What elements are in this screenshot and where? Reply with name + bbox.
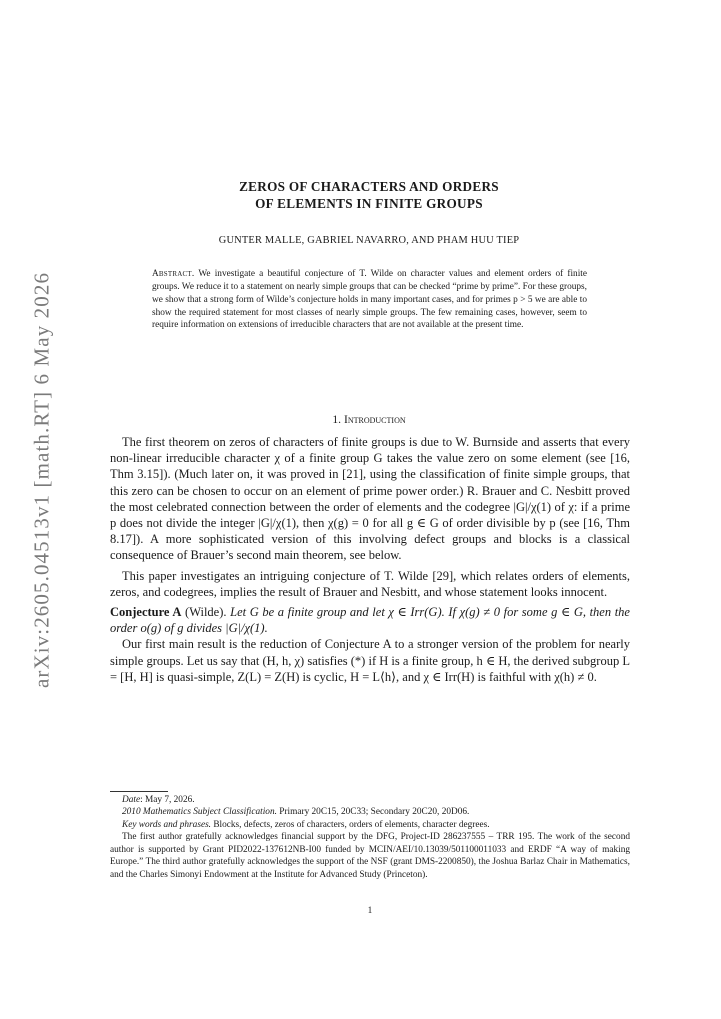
arxiv-identifier: arXiv:2605.04513v1 [math.RT] 6 May 2026 xyxy=(29,271,54,689)
abstract-label: Abstract. xyxy=(152,269,195,279)
title-line-2: OF ELEMENTS IN FINITE GROUPS xyxy=(255,196,483,211)
section-number: 1. xyxy=(332,413,342,426)
footnote-rule xyxy=(110,791,168,792)
page-number: 1 xyxy=(367,906,373,916)
conjecture-statement: Let G be a finite group and let χ ∈ Irr(G). If χ(g) ≠ 0 for some g ∈ G, then the order o(g) of g divides |G|/χ(1). xyxy=(110,605,630,636)
title-line-1: ZEROS OF CHARACTERS AND ORDERS xyxy=(239,179,499,194)
conjecture-attribution: (Wilde). xyxy=(185,605,227,620)
paragraph-main-result: Our first main result is the reduction of Conjecture A to a stronger version of the problem for nearly simple groups. Let us say that (H, h, χ) satisfies (*) if H is a finite group, h ∈ H, the derived subgroup L = [H, H] is quasi-simple, Z(L) = Z(H) is cyclic, H = L⟨h⟩, and χ ∈ Irr(H) is faithful with χ(h) ≠ 0. xyxy=(110,637,630,684)
abstract xyxy=(152,268,587,332)
keywords-value: Blocks, defects, zeros of characters, orders of elements, character degrees. xyxy=(211,819,490,830)
msc-value: Primary 20C15, 20C33; Secondary 20C20, 20D06. xyxy=(276,807,470,818)
msc-label: 2010 Mathematics Subject Classification. xyxy=(122,807,277,818)
date-value: : May 7, 2026. xyxy=(140,795,195,805)
footnote-date xyxy=(110,794,630,806)
paragraph-burnside: The first theorem on zeros of characters of finite groups is due to W. Burnside and asserts that every non-linear irreducible character χ of a finite group G takes the value zero on some element (see [16, Thm 3.15]). (Much later on, it was proved in [21], using the classification of finite simple groups, that this zero can be chosen to occur on an element of prime power order.) R. Brauer and C. Nesbitt proved the most celebrated connection between the order of elements and the codegree |G|/χ(1) of χ: if a prime p does not divide the integer |G|/χ(1), then χ(g) = 0 for all g ∈ G of order divisible by p (see [16, Thm 8.17]). A more sophisticated version of this involving defect groups and blocks is a classical consequence of Brauer’s second main theorem, see below. xyxy=(110,435,630,563)
conjecture-a xyxy=(110,604,630,636)
section-heading xyxy=(110,413,628,426)
date-label: Date xyxy=(122,795,141,805)
body-text xyxy=(110,434,630,685)
keywords-label: Key words and phrases. xyxy=(122,819,212,830)
paragraph-wilde-intro: This paper investigates an intriguing conjecture of T. Wilde [29], which relates orders of elements, zeros, and codegrees, implies the result of Brauer and Nesbitt, and whose statement looks innocent. xyxy=(110,568,630,599)
author-list: GUNTER MALLE, GABRIEL NAVARRO, AND PHAM HUU TIEP xyxy=(218,235,520,246)
section-title: Introduction xyxy=(343,413,406,426)
abstract-text: We investigate a beautiful conjecture of T. Wilde on character values and element orders of finite groups. We reduce it to a statement on nearly simple groups that can be checked “prime by prime”. For these groups, we show that a strong form of Wilde’s conjecture holds in many important cases, and for primes p > 5 we are able to show the required statement for most classes of nearly simple groups. The few remaining cases, however, seem to require information on extensions of irreducible characters that are not available at the present time. xyxy=(152,269,587,331)
paper-title xyxy=(110,178,628,212)
footnote-msc xyxy=(110,806,630,818)
footnote-funding: The first author gratefully acknowledges financial support by the DFG, Project-ID 286237555 – TRR 195. The work of the second author is supported by Grant PID2022-137612NB-I00 funded by MCIN/AEI/10.13039/501100011033 and ERDF “A way of making Europe.” The third author gratefully acknowledges the support of the NSF (grant DMS-2200850), the Joshua Barlaz Chair in Mathematics, and the Charles Simonyi Endowment at the Institute for Advanced Study (Princeton). xyxy=(110,832,630,880)
conjecture-label: Conjecture A xyxy=(110,605,182,620)
footnote-keywords xyxy=(110,819,630,831)
footnotes xyxy=(110,794,630,881)
